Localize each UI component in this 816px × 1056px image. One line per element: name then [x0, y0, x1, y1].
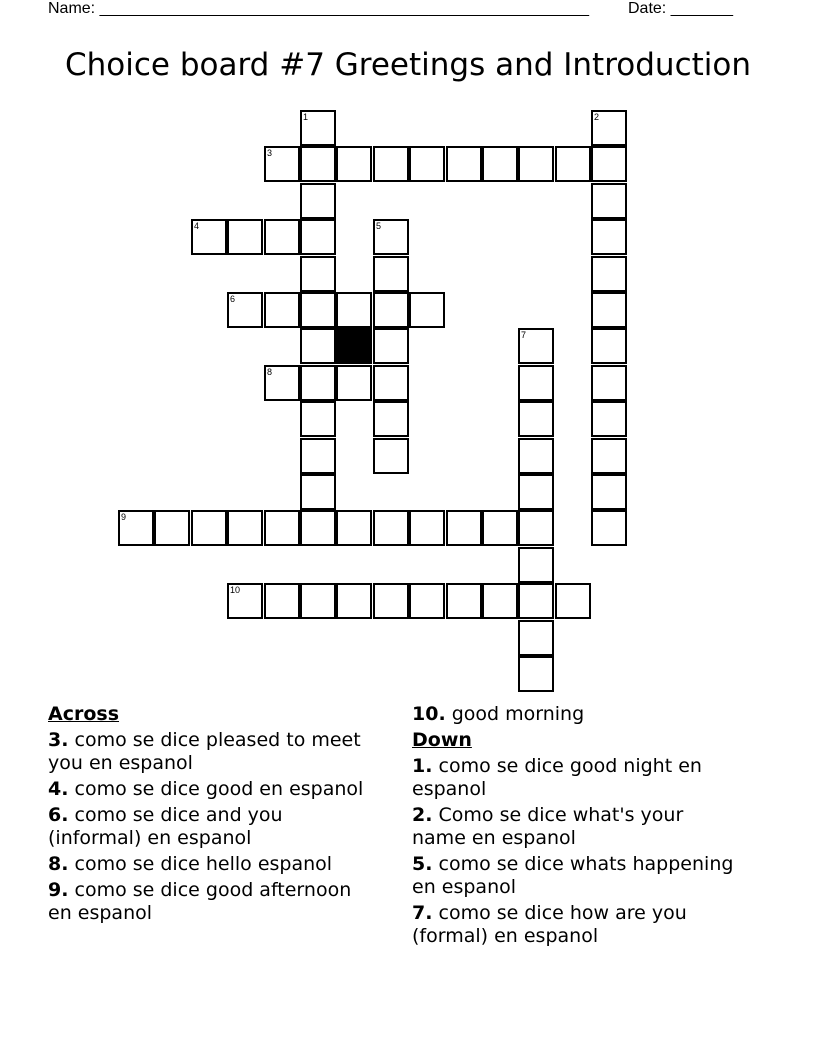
grid-cell[interactable]	[227, 510, 263, 546]
clue-down-7	[412, 902, 742, 948]
down-heading: Down	[412, 729, 472, 751]
clue-number: 10.	[412, 703, 446, 725]
clue-text: como se dice hello espanol	[74, 853, 333, 875]
cell-number: 10	[230, 585, 241, 595]
grid-cell[interactable]	[373, 365, 409, 401]
grid-cell[interactable]	[591, 292, 627, 328]
clue-text: como se dice whats happening en espanol	[412, 853, 734, 898]
grid-cell[interactable]	[264, 583, 300, 619]
grid-cell[interactable]	[336, 146, 372, 182]
clue-across-4	[48, 778, 378, 801]
clue-text: como se dice pleased to meet you en espanol	[48, 729, 361, 774]
clue-text: Como se dice what's your name en espanol	[412, 804, 684, 849]
clue-down-5	[412, 853, 742, 899]
grid-cell[interactable]	[336, 510, 372, 546]
grid-cell[interactable]	[373, 328, 409, 364]
grid-cell[interactable]	[591, 256, 627, 292]
grid-cell[interactable]	[591, 110, 627, 146]
grid-cell[interactable]	[373, 292, 409, 328]
clue-down-1	[412, 755, 742, 801]
grid-cell[interactable]	[264, 292, 300, 328]
grid-cell[interactable]	[191, 510, 227, 546]
clue-number: 4.	[48, 778, 69, 800]
grid-cell[interactable]	[591, 146, 627, 182]
grid-cell[interactable]	[300, 438, 336, 474]
cell-number: 1	[303, 112, 309, 122]
clue-number: 5.	[412, 853, 433, 875]
grid-cell[interactable]	[227, 583, 263, 619]
grid-cell[interactable]	[409, 583, 445, 619]
grid-cell[interactable]	[518, 547, 554, 583]
grid-cell[interactable]	[264, 510, 300, 546]
clue-text: good morning	[451, 703, 585, 725]
clue-across-10	[412, 703, 742, 726]
clue-number: 2.	[412, 804, 433, 826]
clue-number: 6.	[48, 804, 69, 826]
grid-cell[interactable]	[300, 365, 336, 401]
grid-cell[interactable]	[482, 583, 518, 619]
clue-text: como se dice and you (informal) en espanol	[48, 804, 283, 849]
cell-number: 4	[194, 221, 200, 231]
grid-cell[interactable]	[518, 401, 554, 437]
grid-cell[interactable]	[336, 292, 372, 328]
clue-across-6	[48, 804, 378, 850]
page-title: Choice board #7 Greetings and Introduction	[65, 47, 751, 83]
grid-cell[interactable]	[482, 510, 518, 546]
cell-number: 5	[376, 221, 382, 231]
across-heading: Across	[48, 703, 120, 725]
grid-cell[interactable]	[591, 510, 627, 546]
clue-text: como se dice good night en espanol	[412, 755, 702, 800]
cell-number: 2	[594, 112, 600, 122]
grid-cell[interactable]	[336, 583, 372, 619]
grid-cell[interactable]	[409, 146, 445, 182]
clue-number: 1.	[412, 755, 433, 777]
grid-cell[interactable]	[591, 328, 627, 364]
grid-cell[interactable]	[518, 656, 554, 692]
grid-cell[interactable]	[300, 256, 336, 292]
grid-cell[interactable]	[518, 146, 554, 182]
cell-number: 6	[230, 294, 236, 304]
date-field-label[interactable]: Date: _______	[628, 0, 733, 17]
clue-across-8	[48, 853, 378, 876]
grid-cell[interactable]	[518, 510, 554, 546]
clue-text: como se dice how are you (formal) en espanol	[412, 902, 687, 947]
grid-cell[interactable]	[264, 365, 300, 401]
grid-cell[interactable]	[518, 328, 554, 364]
clue-number: 8.	[48, 853, 69, 875]
grid-cell[interactable]	[300, 583, 336, 619]
grid-cell[interactable]	[336, 365, 372, 401]
grid-cell[interactable]	[446, 146, 482, 182]
grid-cell[interactable]	[264, 219, 300, 255]
clue-text: como se dice good en espanol	[74, 778, 364, 800]
grid-cell[interactable]	[446, 583, 482, 619]
grid-cell[interactable]	[300, 474, 336, 510]
grid-cell[interactable]	[482, 146, 518, 182]
grid-cell[interactable]	[227, 219, 263, 255]
grid-cell[interactable]	[409, 510, 445, 546]
cell-number: 9	[121, 512, 127, 522]
clue-across-9	[48, 879, 378, 925]
grid-cell[interactable]	[373, 219, 409, 255]
grid-cell[interactable]	[118, 510, 154, 546]
grid-cell[interactable]	[409, 292, 445, 328]
grid-cell[interactable]	[373, 146, 409, 182]
grid-cell[interactable]	[591, 438, 627, 474]
grid-cell[interactable]	[373, 438, 409, 474]
grid-cell[interactable]	[591, 219, 627, 255]
grid-cell[interactable]	[373, 401, 409, 437]
grid-cell[interactable]	[154, 510, 190, 546]
clues-column-right	[412, 703, 742, 951]
grid-cell[interactable]	[555, 146, 591, 182]
cell-number: 3	[267, 148, 273, 158]
grid-cell[interactable]	[518, 620, 554, 656]
grid-cell[interactable]	[300, 146, 336, 182]
grid-cell[interactable]	[518, 474, 554, 510]
clue-text: como se dice good afternoon en espanol	[48, 879, 352, 924]
clue-down-2	[412, 804, 742, 850]
grid-cell[interactable]	[227, 292, 263, 328]
clue-across-3	[48, 729, 378, 775]
clue-number: 7.	[412, 902, 433, 924]
grid-cell[interactable]	[591, 401, 627, 437]
grid-cell[interactable]	[591, 183, 627, 219]
grid-cell[interactable]	[300, 510, 336, 546]
cell-number: 7	[521, 330, 527, 340]
grid-cell-black	[336, 328, 372, 364]
clue-number: 3.	[48, 729, 69, 751]
grid-cell[interactable]	[300, 328, 336, 364]
name-field-label[interactable]: Name: _______________________________________________________	[48, 0, 589, 17]
grid-cell[interactable]	[373, 510, 409, 546]
grid-cell[interactable]	[300, 219, 336, 255]
grid-cell[interactable]	[591, 474, 627, 510]
grid-cell[interactable]	[591, 365, 627, 401]
grid-cell[interactable]	[300, 183, 336, 219]
grid-cell[interactable]	[518, 365, 554, 401]
grid-cell[interactable]	[518, 438, 554, 474]
grid-cell[interactable]	[373, 256, 409, 292]
clues-column-left	[48, 703, 378, 928]
grid-cell[interactable]	[300, 110, 336, 146]
cell-number: 8	[267, 367, 273, 377]
grid-cell[interactable]	[264, 146, 300, 182]
grid-cell[interactable]	[373, 583, 409, 619]
grid-cell[interactable]	[300, 401, 336, 437]
clue-number: 9.	[48, 879, 69, 901]
grid-cell[interactable]	[518, 583, 554, 619]
grid-cell[interactable]	[191, 219, 227, 255]
grid-cell[interactable]	[300, 292, 336, 328]
grid-cell[interactable]	[446, 510, 482, 546]
grid-cell[interactable]	[555, 583, 591, 619]
